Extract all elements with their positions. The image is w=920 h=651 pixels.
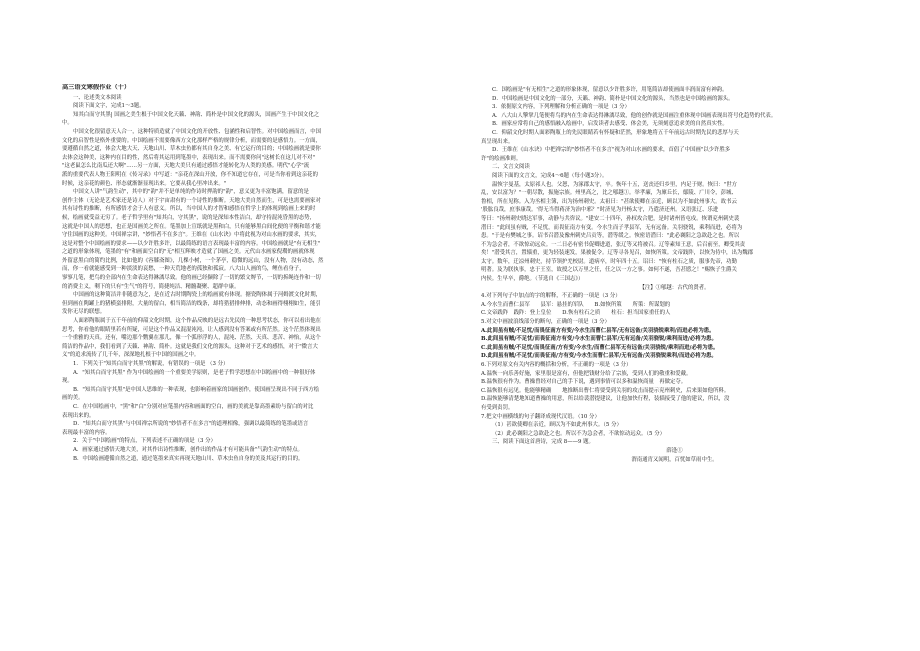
text-line: '股肱良哉，庶事康哉。'得无当得蒋济为治中邪？"时济见为丹杨太守，乃遣济还州。又语张辽、乐进: [481, 207, 719, 214]
text-line: 时候，这亲花的颜色、形态就渐渐显现出来。它要从我心里冲出来。": [62, 180, 227, 187]
text-line: A.温恢一向乐善好施，家里很是富有，但他把钱财分给了宗族，受到人们的敬重和爱戴。: [481, 370, 692, 377]
text-line: 不为急会者，不欲惊动远众。一二日必有密书促卿进道，张辽等又将被召。辽等素知王意，后召前至，卿受其责: [481, 241, 746, 248]
text-line: 患。"于是有樊城之事。诏书召潜及豫州刺史吕贡等，潜等缓之。恢密语潜曰："此必襄阳之急欲赴之也。所以: [481, 233, 740, 240]
text-line: D．"知其白而守其黑"与中国禅宗所说的"妙悟者不在多言"的道理相像，强调以最简练的笔墨或语言: [73, 421, 309, 428]
text-line: C.温恢很有远见。他能够精确 地推断出曹仁将要受到关羽的攻击而提示兖州刺史，后来果如他所料。: [481, 387, 730, 394]
text-line: 寥寥几笔，把鸟的全部内在生命表达得淋漓尽致。他的画已经撷除了一切的繁文缛节，一切的拆绳连作和一切: [62, 275, 321, 282]
text-line: 矣！"潜受其言，置辎重，更为轻装速发，果被促令。辽等寻各见召，如恢所策。文帝践阼，以恢为侍中，出为魏郡: [481, 250, 754, 257]
text-line: 有受到责罚。: [481, 404, 514, 411]
text-line: 中国画的这种简洁并非随意为之，是在近古时期陶瓷上的绘画就有体现。搪瓷陶体属于河姆渡文化时期，: [73, 292, 321, 299]
text-line: 去体会这种美，这种内在目的性，然后将其运用到笔墨中，表现出来。而不需要你问"这树长在这儿对不对": [62, 154, 315, 161]
text-line: 4.对下列句子中加点的字的解释，不正确的一项是（3 分）: [481, 293, 621, 300]
text-line: 【注】①郇越：古代的贤者。: [639, 284, 710, 291]
text-line: 7.把文中画横线的句子翻译成现代汉语。（10 分）: [481, 413, 600, 420]
text-line: D.温恢能够清楚地知道曹操的用意，所以给裴潜提建议，让他加快行程，装辎接受了他的建议，所以，没: [481, 396, 730, 403]
text-line: 简洁的作品中，我们看到了天籁、神韵、简朴。这就是我们文化的源头，这种对于艺术的感悟，对于"微言大: [62, 343, 318, 350]
text-line: 现。: [62, 378, 73, 385]
text-line: B．"知其白而守其黑"是中国人思维的一种表现，也影响着画家的国画创作，使国画呈现出不同于西方绘: [73, 386, 320, 393]
text-line: B.此间虽有贼/不足忧/而畏征南方有变/今水生而曹仁县军/无有远备/关羽骁锐/乘利而进/必将为患。: [481, 336, 717, 343]
text-line: B.温恢很有作为。曹操曾经对自己的手下说，遇到事情可以多和温恢商量 再做定夺。: [481, 379, 687, 386]
text-line: 1．下列关于"知其白而守其黑"的解说，有错误的一项是 （3 分）: [73, 361, 229, 367]
text-line: 二、文言文阅读: [492, 164, 530, 171]
text-line: D．王维在《山水诀》中把禅宗的"妙悟者不在多言"视为对山水画的要求，首倡了中国画"以少许胜多: [492, 147, 731, 154]
text-line: 薛逢①: [666, 447, 683, 454]
text-line: A．"知其白而守其黑" 作为中国绘画的一个重要美学原则，是老子哲学思想在中国绘画中的一种很好体: [73, 369, 316, 376]
text-line: A．画家通过感悟天地大美，对其作出诗性推断，创作出的作品才有可能具备"气韵生动"的特点。: [73, 446, 303, 453]
text-line: 表现出来的。: [62, 412, 95, 419]
text-line: 真呈现出来。: [481, 138, 514, 145]
text-line: 这是对整个中国绘画的要求——以少许胜多许，以最简练的语言表现最丰富的内容。中国绘画就是"有无相生": [62, 240, 321, 247]
left-column: [62, 84, 447, 463]
text-line: 人面彩陶瓶属于五千年前的仰韶文化时期，这个作品反映的是远古先民的一种思考状态，你可以看出他在: [73, 318, 321, 325]
text-line: 但到画在陶罐上的猪横蛮排附，大量的留白，相当简洁的线条，却将猎猎排伸排，动态和画得栩栩如生，能引: [62, 300, 321, 307]
text-line: 文化的启智性是格外重要的。中国绘画不需要像西方文化那样严格的规律分析，而需要的是感悟力。一方面，: [62, 137, 321, 144]
text-line: 太守。数年，迁凉州刺史，持节领护羌校尉。道病卒，时年四十五。诏曰："恢有柱石之质，服事先帝，功勤: [481, 258, 737, 265]
text-line: 而，你一看就能感受到一种淡淡的哀愁，一种天荒地老的孤独和孤寂。八大山人画的鸟，鲤鱼看身子，: [62, 266, 305, 273]
text-line: 渭南通宵又闻明，百忧如草雨中生。: [631, 456, 718, 463]
text-line: （2）此必襄阳之急欲赴之也。所以不为急会者，不欲惊动远众。（5 分）: [492, 430, 665, 437]
text-line: 知其白而守其黑| 国画之美生根于中国文化天籁、神韵、简朴是中国文化的源头，国画产生于中国文化之: [73, 111, 320, 118]
text-line: C．仰韶文化时期人面彩陶瓶上的先民眼睛若有怀疑和茫然，形象地将五千年前远古时期先民的悲厚与天: [492, 129, 739, 136]
text-line: 温恢字曼基，太原祁人也。父恕，为涿郡太守，卒。恢年十五，送丧还归乡里，内足于财。恢曰："世方: [492, 181, 738, 188]
text-line: 中国文人讲"气韵生动"，其中的"韵"并不是单纯的作诗时押韵的"韵"，意义更为丰富饱满，留意的是: [73, 189, 309, 196]
text-line: 3．依据原文内容，下列理解和分析正确的一项是（3 分）: [492, 104, 630, 111]
text-line: 候，绘画就受益无穷了。老子哲学里有"知其白，守其黑"，说的是深知本性洁白，却守持混沌昏黑的态势，: [62, 214, 315, 221]
text-line: 派的重要代表人物王阳明在《传习录》中写道："亲花在深山开放，你不知道它存在，可是当你看到这亲花的: [62, 171, 318, 178]
text-line: 守住国画的这种美。中国禅宗讲，"妙悟者不在多言"。王维在《山水诀》中将此视为对山水画的要求，其实，: [62, 232, 321, 239]
text-line: 高三语文寒假作业（十）: [62, 84, 131, 91]
text-line: D.此间虽有贼/不足忧/而畏征南/方有变/今水生而曹仁县军/无有远备/关羽骁锐乘利/而进必将为患。: [481, 353, 717, 360]
text-line: 中国文化很留意天人合一，这种特质造就了中国文化的开放性、包涵性和启智性。对中国绘画而言，中国: [73, 128, 321, 135]
text-line: 一个重雅的天真。还有，嘴边那个鹦翼在那儿，像一个弧形浮的人，混沌、茫然、天真、悲苦、神怡，从这个: [62, 335, 321, 342]
text-line: "这老鼠怎么比南瓜还大啊"……另一方面，天地大美只有通过感悟才能转化为人类的美感。明代"心学"流: [62, 163, 310, 170]
text-line: C．国绘画是"有无相生"之道的形象体现，留意以少许胜多许，用笔简洁却使画面丰润而富有神韵。: [492, 87, 728, 93]
text-line: 义"的追求流传了几千年，深深地扎根于中国的国画之中。: [62, 352, 200, 359]
text-line: 明著。及为朕执事，忠于王室，故授之以万里之任，任之以一方之事。如何不遂，吾甚愍之！"赐恢子生爵关: [481, 267, 737, 274]
text-line: 其有诗性的推断，有所感悟才会于人有意义。所以，当中国人的才智和感悟在哲学上的体现到绘画上来的时: [62, 206, 316, 213]
text-line: B．画家应常将自己的感悟融入绘画中，启发读者去感受、体会美，无须刻意追求美的自然真实性。: [492, 121, 728, 128]
text-line: 这就是中国人的思想，也正是国画美之所在。笔墨加上宣纸就是黑和白，只有能够黑白间化便的平衡和谐才能: [62, 223, 321, 230]
text-line: （1）甚欲使卿在亲近，顾以为不如此州事大。（5 分）: [492, 422, 622, 429]
text-line: A.今水生而曹仁县军 县军：悬挂的军队 B.如恢所策 所策：所谋划的: [481, 301, 671, 308]
text-line: 外留意黑白的简约比例，比如他的《容膝斋图》，几棵小树，一个茅亭，稳微的远山，没有人物，没有动态，然: [62, 257, 324, 264]
text-line: 画的美。: [62, 395, 84, 402]
text-line: 内侯。生早卒，爵绝。（节选自《三国志》）: [481, 276, 584, 283]
text-line: A．八大山人擎掌几笔便将鸟的内在生命表达得淋漓尽致，他的创作就是国画注重体现中国画表现出符号化趋势的代表。: [492, 112, 777, 119]
text-line: 5.对文中画波浪线部分的断句，正确的一项是（3 分）: [481, 319, 610, 326]
text-line: 6.下列对原文有关内容的概括和分析，不正确的一项是（3 分）: [481, 362, 632, 368]
text-line: 等曰："扬州刺史晓达军事，动静与共咨议。"建安二十四年，孙权攻合肥，是时诸州皆屯戍。恢谓兖州刺史裴: [481, 215, 740, 222]
text-line: 鲁相，所在见称。入为丞相主簿，出为扬州刺史。太祖曰："甚欲使卿在亲近，顾以为不如此州事大。故书云: [481, 198, 737, 205]
text-line: 创作主体（无论是艺术家还是诗人）对于宇宙肃有的一个诗性的推断。天地大美自然而生，可是也需要画家对: [62, 197, 321, 204]
text-line: B．中国绘画遵循自然之道，通过笔墨来真实再现天地山川、草木虫鱼自身的美及其运行的目的。: [73, 455, 304, 462]
text-line: 潜曰："此间虽有贼，不足忧，而畏征南方有变。今水生而子孝县军，无有远备。关羽骁锐，乘利而进，必将为: [481, 224, 743, 231]
text-line: 的消费主义，剩下的只有"生气"的符号，简捷纯洁、精髓凝聚、超群中康。: [62, 283, 240, 290]
text-line: 发你无尽的联想。: [62, 309, 106, 316]
text-line: 表现最丰富的内容。: [62, 429, 111, 436]
text-line: 要遵循自然之道，体会大地大天、天地山川、草木虫鱼都有其自身之美、有它运行的目的；中国绘画就是要你: [62, 146, 321, 153]
right-column: [481, 86, 868, 464]
text-line: D．中国绘画是中国文化的一部分，天籁、神韵、简朴是中国文化的源头，当然也是中国绘画的源头。: [492, 95, 734, 102]
text-line: 阅读下面文字，完成1～3题。: [73, 103, 145, 110]
text-line: 思考，你看他的眼睛里若有所疑，可是这个作品又混混沌沌，让人感到没有答案或有所茫然。这个茫然体现出: [62, 326, 321, 333]
text-line: 中。: [62, 120, 73, 127]
text-line: 乱，安以富为？"一朝尽散，振施宗族。州里高之，比之郇越①。举孝廉，为廪丘长，鄢陵、广川令，彭城、: [481, 190, 737, 197]
text-line: 2．关于"中国绘画"的特点，下列表述不正确的项是（3 分）: [73, 438, 216, 445]
text-line: 三、阅读下面这首唐诗，完成 8——9 题。: [492, 439, 594, 446]
text-line: 许"的绘画准则。: [481, 155, 522, 162]
text-line: 之道的形象体现，笔墨的"有"和画面空白的"无"相互辉映才造就了国画之美。元代山水画家倪瓒的画就体现: [62, 249, 315, 256]
text-line: C.此间虽有贼/不足忧/而畏征南/方有变/今水生/而曹仁县军无有远备/关羽骁锐/乘利而进/必将为患。: [481, 344, 719, 351]
text-line: C.文帝践阼 践阼：登上皇位 D.恢有柱石之质 柱石：担当国家重任的人: [481, 310, 671, 317]
text-line: A.此间虽有贼/不足忧/而畏征南方有变/今水生而曹仁县军/无有远备/关羽骁锐乘利/而进必将为患。: [481, 327, 715, 334]
text-line: 一、论述类文本阅读: [73, 94, 122, 101]
text-line: C．在中国绘画中，"黑"和"白"分别对应笔墨内容和画面的空白，画的美就是靠高墨素纷与留白的对比: [73, 403, 314, 410]
text-line: 阅读下面的文言文，完成4～6题（每小题3分）。: [492, 172, 608, 179]
